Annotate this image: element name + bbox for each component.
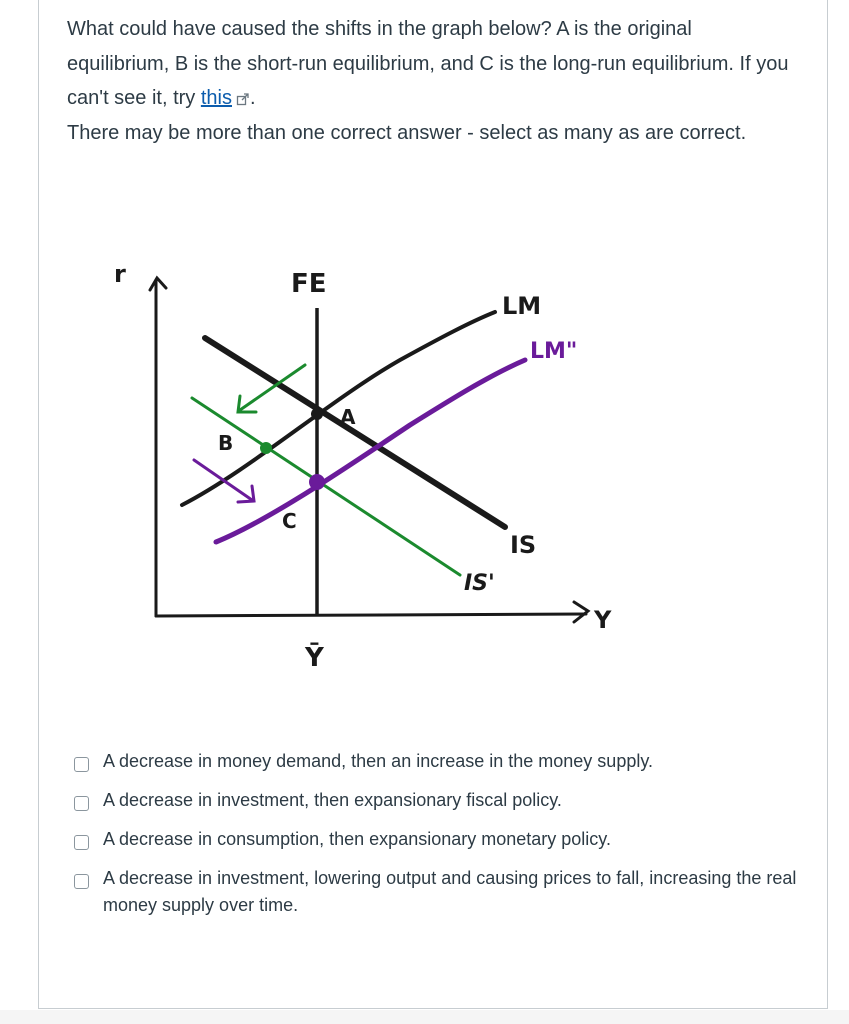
point-a-label: A (340, 405, 356, 429)
y-axis-arrow-icon (150, 278, 166, 290)
this-link[interactable]: this (200, 87, 232, 109)
ybar-label: Ȳ (305, 643, 324, 673)
question-paragraph-2: There may be more than one correct answer - select as many as are correct. (67, 121, 747, 144)
answer-label-2: A decrease in investment, then expansionary fiscal policy. (103, 790, 562, 810)
point-c-label: C (282, 509, 297, 533)
answer-checkbox-1[interactable] (74, 757, 89, 772)
answer-label-3: A decrease in consumption, then expansionary monetary policy. (103, 829, 611, 849)
x-axis-label: Y (594, 606, 612, 634)
point-b-dot (260, 442, 272, 454)
question-line-1: What could have caused the shifts in the graph below? A is the original equilibrium, B is the short-run equilibrium, and C is the long-run equilibrium. If you can't see it, try (67, 18, 789, 109)
x-axis-arrow-icon (574, 602, 588, 622)
external-link-icon[interactable] (236, 92, 250, 106)
y-axis-label: r (114, 260, 126, 288)
is-shift-arrow (240, 365, 305, 410)
page-background (0, 1010, 849, 1024)
lm-double-prime-label: LM" (530, 339, 578, 364)
question-line-1-end: . (250, 87, 256, 109)
answer-option-1[interactable] (66, 736, 799, 775)
is-prime-label: IS' (464, 571, 495, 596)
is-label: IS (510, 531, 537, 559)
answer-label-4: A decrease in investment, lowering output and causing prices to fall, increasing the real money supply over time. (103, 868, 797, 915)
answer-checkbox-2[interactable] (74, 796, 89, 811)
x-axis (156, 614, 586, 616)
lm-curve (182, 312, 495, 505)
answer-checkbox-3[interactable] (74, 835, 89, 850)
question-text (67, 12, 797, 150)
point-a-dot (311, 408, 323, 420)
answer-label-1: A decrease in money demand, then an increase in the money supply. (103, 751, 654, 771)
point-b-label: B (218, 431, 234, 455)
answer-option-2[interactable] (66, 775, 799, 814)
answer-option-3[interactable] (66, 814, 799, 853)
point-c-dot (309, 474, 325, 490)
fe-label: FE (291, 269, 327, 299)
question-paragraph-1 (67, 12, 797, 116)
lm-label: LM (502, 292, 542, 320)
answer-option-4[interactable] (66, 853, 799, 919)
is-lm-graph (100, 250, 660, 680)
answer-list (66, 736, 799, 919)
answer-checkbox-4[interactable] (74, 874, 89, 889)
